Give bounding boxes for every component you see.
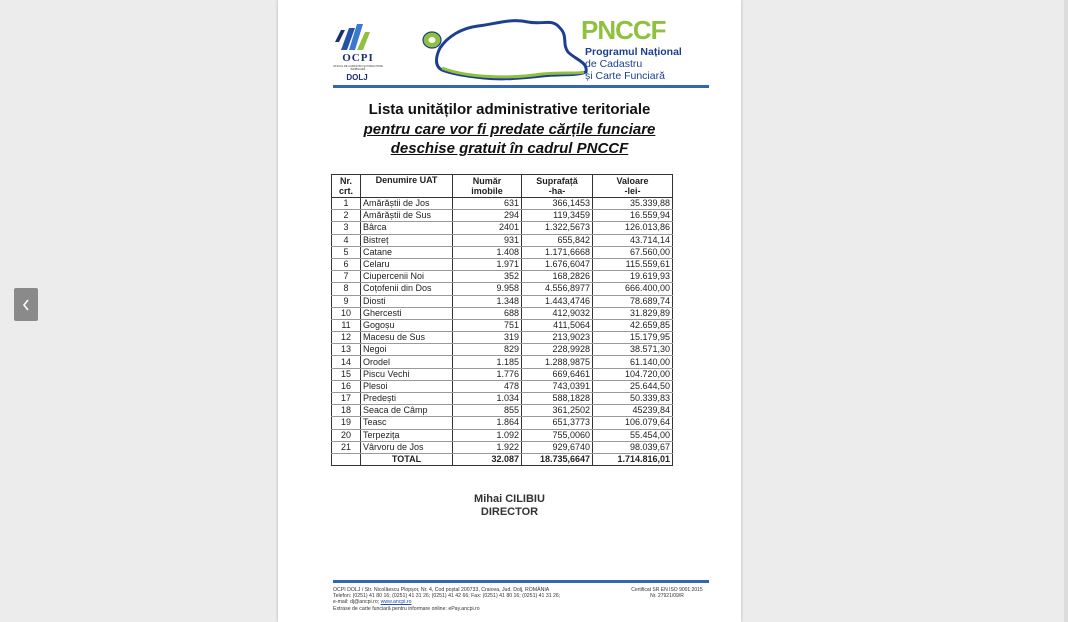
row-uat-name: Catane — [361, 246, 453, 258]
total-suprafata: 18.735,6647 — [522, 453, 593, 465]
table-total-row — [332, 453, 673, 465]
row-suprafata: 588,1828 — [522, 393, 593, 405]
chevron-left-icon — [21, 298, 31, 312]
row-suprafata: 755,0060 — [522, 429, 593, 441]
ocpi-logo — [333, 20, 383, 86]
pnccf-line-3: și Carte Funciară — [585, 70, 665, 82]
header-uat: Denumire UAT — [361, 175, 453, 198]
table-row — [332, 198, 673, 210]
row-suprafata: 1.322,5673 — [522, 222, 593, 234]
row-imobile: 829 — [453, 344, 522, 356]
row-uat-name: Orodel — [361, 356, 453, 368]
row-suprafata: 743,0391 — [522, 380, 593, 392]
footer-contact — [333, 587, 623, 612]
row-nr: 15 — [332, 368, 361, 380]
romania-map-icon — [418, 14, 593, 84]
document-subtitle-line-2: deschise gratuit în cadrul PNCCF — [390, 140, 629, 157]
row-uat-name: Piscu Vechi — [361, 368, 453, 380]
total-imobile: 32.087 — [453, 453, 522, 465]
row-uat-name: Teasc — [361, 417, 453, 429]
table-row — [332, 393, 673, 405]
row-suprafata: 1.676,6047 — [522, 258, 593, 270]
row-valoare: 50.339,83 — [593, 393, 673, 405]
pnccf-line-1: Programul Național — [585, 46, 682, 58]
row-suprafata: 669,6461 — [522, 368, 593, 380]
row-valoare: 67.560,00 — [593, 246, 673, 258]
row-imobile: 1.922 — [453, 441, 522, 453]
row-nr: 10 — [332, 307, 361, 319]
table-row — [332, 234, 673, 246]
row-suprafata: 228,9928 — [522, 344, 593, 356]
row-imobile: 319 — [453, 332, 522, 344]
row-nr: 21 — [332, 441, 361, 453]
footer-email: e-mail: dj@ancpi.ro; www.ancpi.ro — [333, 599, 412, 606]
table-row — [332, 380, 673, 392]
row-nr: 5 — [332, 246, 361, 258]
row-suprafata: 411,5064 — [522, 319, 593, 331]
signatory-name: Mihai CILIBIU — [474, 493, 545, 505]
row-suprafata: 1.288,9875 — [522, 356, 593, 368]
table-row — [332, 417, 673, 429]
row-uat-name: Vârvoru de Jos — [361, 441, 453, 453]
row-suprafata: 119,3459 — [522, 210, 593, 222]
row-uat-name: Amărăștii de Sus — [361, 210, 453, 222]
ocpi-emblem-icon — [335, 20, 371, 54]
table-row — [332, 295, 673, 307]
row-valoare: 15.179,95 — [593, 332, 673, 344]
row-imobile: 1.408 — [453, 246, 522, 258]
row-nr: 20 — [332, 429, 361, 441]
header-imobile: Număr imobile — [453, 175, 522, 198]
row-imobile: 352 — [453, 271, 522, 283]
document-subtitle-line-1: pentru care vor fi predate cărțile funciare — [363, 121, 656, 138]
row-imobile: 1.864 — [453, 417, 522, 429]
row-uat-name: Ghercesti — [361, 307, 453, 319]
row-nr: 12 — [332, 332, 361, 344]
signatory-role: DIRECTOR — [480, 506, 539, 518]
row-valoare: 31.829,89 — [593, 307, 673, 319]
row-valoare: 126.013,86 — [593, 222, 673, 234]
row-valoare: 16.559,94 — [593, 210, 673, 222]
row-uat-name: Plesoi — [361, 380, 453, 392]
row-uat-name: Macesu de Sus — [361, 332, 453, 344]
row-nr: 4 — [332, 234, 361, 246]
row-valoare: 78.689,74 — [593, 295, 673, 307]
row-uat-name: Diosti — [361, 295, 453, 307]
row-valoare: 104.720,00 — [593, 368, 673, 380]
row-imobile: 2401 — [453, 222, 522, 234]
row-imobile: 1.092 — [453, 429, 522, 441]
vertical-scrollbar[interactable] — [1064, 0, 1068, 622]
row-imobile: 9.958 — [453, 283, 522, 295]
row-imobile: 931 — [453, 234, 522, 246]
table-row — [332, 405, 673, 417]
previous-page-button[interactable] — [14, 288, 38, 321]
row-imobile: 1.776 — [453, 368, 522, 380]
row-uat-name: Gogoșu — [361, 319, 453, 331]
row-suprafata: 651,3773 — [522, 417, 593, 429]
row-uat-name: Terpezița — [361, 429, 453, 441]
row-uat-name: Ciupercenii Noi — [361, 271, 453, 283]
table-row — [332, 271, 673, 283]
row-nr: 18 — [332, 405, 361, 417]
table-row — [332, 258, 673, 270]
row-valoare: 45239,84 — [593, 405, 673, 417]
row-nr: 13 — [332, 344, 361, 356]
row-nr: 17 — [332, 393, 361, 405]
row-suprafata: 655,842 — [522, 234, 593, 246]
table-row — [332, 210, 673, 222]
row-suprafata: 929,6740 — [522, 441, 593, 453]
row-uat-name: Coțofenii din Dos — [361, 283, 453, 295]
table-row — [332, 332, 673, 344]
row-nr: 3 — [332, 222, 361, 234]
row-nr: 14 — [332, 356, 361, 368]
row-suprafata: 168,2826 — [522, 271, 593, 283]
table-header-row — [332, 175, 673, 198]
row-valoare: 61.140,00 — [593, 356, 673, 368]
row-valoare: 43.714,14 — [593, 234, 673, 246]
row-suprafata: 1.443,4746 — [522, 295, 593, 307]
footer-epay: Extrase de carte funciară pentru informare online: ePay.ancpi.ro — [333, 605, 480, 612]
table-row — [332, 283, 673, 295]
row-nr: 9 — [332, 295, 361, 307]
row-uat-name: Celaru — [361, 258, 453, 270]
row-suprafata: 213,9023 — [522, 332, 593, 344]
row-imobile: 478 — [453, 380, 522, 392]
cert-line-1: Certificat SR EN ISO 9001:2015 — [631, 587, 703, 593]
row-valoare: 98.039,67 — [593, 441, 673, 453]
row-uat-name: Amărăștii de Jos — [361, 198, 453, 210]
ocpi-county: DOLJ — [346, 73, 368, 82]
row-valoare: 115.559,61 — [593, 258, 673, 270]
table-row — [332, 344, 673, 356]
header-suprafata: Suprafață -ha- — [522, 175, 593, 198]
row-imobile: 1.034 — [453, 393, 522, 405]
row-suprafata: 366,1453 — [522, 198, 593, 210]
total-valoare: 1.714.816,01 — [593, 453, 673, 465]
header-divider — [333, 85, 709, 88]
row-suprafata: 1.171,6668 — [522, 246, 593, 258]
row-imobile: 1.971 — [453, 258, 522, 270]
row-valoare: 55.454,00 — [593, 429, 673, 441]
row-valoare: 38.571,30 — [593, 344, 673, 356]
row-nr: 7 — [332, 271, 361, 283]
row-uat-name: Negoi — [361, 344, 453, 356]
document-page — [278, 0, 741, 622]
row-nr: 8 — [332, 283, 361, 295]
footer-divider — [333, 580, 709, 583]
row-uat-name: Bârca — [361, 222, 453, 234]
header-valoare: Valoare -lei- — [593, 175, 673, 198]
cert-line-2: Nr. 27921/09/R — [650, 593, 684, 600]
row-uat-name: Bistreț — [361, 234, 453, 246]
pnccf-logo — [581, 17, 711, 87]
row-imobile: 1.348 — [453, 295, 522, 307]
row-nr: 1 — [332, 198, 361, 210]
footer-phone: Telefon: (0251) 41 80 16; (0251) 41 31 26; (0251) 41 42 66; Fax: (0251) 41 80 16; (0251) 41 31 26; — [333, 593, 561, 600]
ocpi-name: OCPI — [342, 52, 374, 64]
table-row — [332, 307, 673, 319]
row-uat-name: Predești — [361, 393, 453, 405]
row-valoare: 42.659,85 — [593, 319, 673, 331]
row-valoare: 35.339,88 — [593, 198, 673, 210]
uat-table — [331, 174, 673, 466]
row-nr: 2 — [332, 210, 361, 222]
row-imobile: 1.185 — [453, 356, 522, 368]
row-nr: 16 — [332, 380, 361, 392]
total-label: TOTAL — [361, 453, 453, 465]
table-row — [332, 319, 673, 331]
pnccf-title: PNCCF — [581, 15, 666, 45]
row-imobile: 855 — [453, 405, 522, 417]
row-suprafata: 412,9032 — [522, 307, 593, 319]
table-row — [332, 368, 673, 380]
row-imobile: 751 — [453, 319, 522, 331]
row-suprafata: 4.556,8977 — [522, 283, 593, 295]
table-row — [332, 222, 673, 234]
row-valoare: 106.079,64 — [593, 417, 673, 429]
row-suprafata: 361,2502 — [522, 405, 593, 417]
document-title: Lista unităților administrative teritoriale — [368, 101, 651, 118]
row-nr: 6 — [332, 258, 361, 270]
table-row — [332, 356, 673, 368]
table-row — [332, 246, 673, 258]
row-uat-name: Seaca de Câmp — [361, 405, 453, 417]
iso-certification — [623, 587, 711, 600]
row-valoare: 25.644,50 — [593, 380, 673, 392]
row-imobile: 631 — [453, 198, 522, 210]
website-link[interactable]: www.ancpi.ro — [380, 599, 412, 606]
row-imobile: 688 — [453, 307, 522, 319]
header-nr: Nr. crt. — [332, 175, 361, 198]
row-valoare: 666.400,00 — [593, 283, 673, 295]
total-nr-cell — [332, 453, 361, 465]
row-imobile: 294 — [453, 210, 522, 222]
row-valoare: 19.619,93 — [593, 271, 673, 283]
row-nr: 11 — [332, 319, 361, 331]
footer-address: OCPI DOLJ / Str. Nicolăescu Plopșor, Nr. 4, Cod poștal 200733, Craiova, Jud. Dolj, ROMÂNIA — [333, 587, 550, 593]
pnccf-line-2: de Cadastru — [585, 58, 643, 70]
table-row — [332, 441, 673, 453]
row-nr: 19 — [332, 417, 361, 429]
table-row — [332, 429, 673, 441]
ocpi-subtitle: OFICIUL DE CADASTRU ŞI PUBLICITATE IMOBILIARĂ — [333, 65, 383, 71]
